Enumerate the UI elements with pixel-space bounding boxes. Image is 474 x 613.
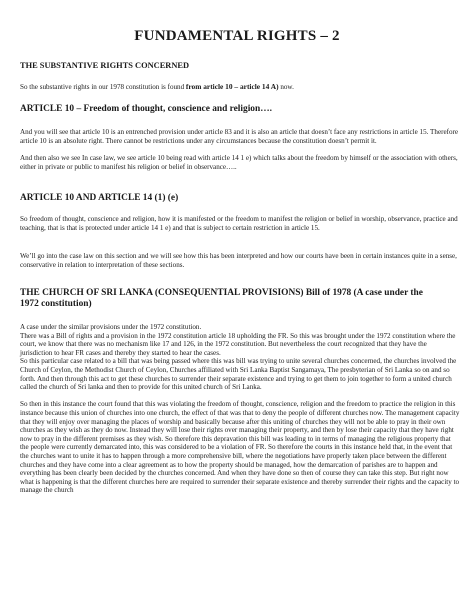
heading-church-of-sri-lanka-case xyxy=(20,288,460,310)
paragraph-article-14-freedom: So freedom of thought, conscience and religion, how it is manifested or the freedom to manifest the religion or belief in worship, observance, practice and teaching, that is that is protected under article 14 1 e) and that is subject to certain restriction in article 15. xyxy=(20,215,458,232)
heading-church-line-2: 1972 constitution) xyxy=(20,299,92,309)
paragraph-court-finding: So then in this instance the court found that this was violating the freedom of thought, conscience, religion and the freedom to practice the religion in this instance because this union of churches into one church, the effect of that was that to deny the people of different churches now. The management capacity that they will enjoy over managing the places of worship and basically because after this uniting of churches they will not be able to pray in their own churches as they wish as they do now. Instead they will lose their rights over managing their property, and then by lose their capacity that they have right now to pray in the different premises as they wish. So therefore this depravation this bill was leading to in terms of managing the religious property that the people were currently demarcated into, this was considered to be a violation of FR. So therefore the courts in this instance held that, in the event that the churches want to unite it has to happen through a more comprehensive bill, where the negotiations have properly taken place between the different churches and they have come into a clear agreement as to how the property should be managed, how the demarcation of parishes are to happen and everything has been clearly been decided by the churches concerned. And when they have done so then of course they can take this step. But right now what is happening is that the different churches here are required to surrender their separate existence and thereby surrender their rights and the capacity to manage the church xyxy=(20,400,460,495)
paragraph-article-10-entrenched: And you will see that article 10 is an entrenched provision under article 83 and it is also an article that doesn’t face any restrictions in article 15. Therefore article 10 is an absolute right. There cannot be restrictions under any circumstances because the constitution doesn’t permit it. xyxy=(20,128,459,145)
intro-text: So the substantive rights in our 1978 constitution is found xyxy=(20,83,186,91)
heading-article-10: ARTICLE 10 – Freedom of thought, conscience and religion…. xyxy=(20,104,272,114)
paragraph-bill-uniting-churches: So this particular case related to a bill that was being passed where this was bill was trying to unite several churches concerned, the churches involved the Church of Ceylon, the Methodist Church of Ceylon, Churches affiliated with Sri Lanka Baptist Sangamaya, The presbyterian of Sri Lanka so on and so forth. And then through this act to get these churches to surrender their separate existence and trying to get them to join together to form a united church called the church of Sri lanka and then to provide for this united church of Sri Lanka. xyxy=(20,357,457,392)
paragraph-similar-provisions: A case under the similar provisions under the 1972 constitution. xyxy=(20,323,202,331)
paragraph-bill-of-rights: There was a Bill of rights and a provision in the 1972 constitution article 18 upholding the FR. So this was brought under the 1972 constitution where the court, we know that there was no mechanism like 17 and 126, in the 1972 constitution. But nevertheless the court recognized that they have the jurisdiction to hear FR cases and thereby they started to hear the cases. xyxy=(20,331,456,357)
heading-substantive-rights: THE SUBSTANTIVE RIGHTS CONCERNED xyxy=(20,61,190,70)
page-title: FUNDAMENTAL RIGHTS – 2 xyxy=(134,28,340,44)
paragraph-substantive-intro xyxy=(20,83,460,92)
paragraph-article-10-case-law: And then also we see In case law, we see article 10 being read with article 14 1 e) which talks about the freedom by himself or the association with others, either in private or public to manifest his religion or belief in observance….. xyxy=(20,154,458,171)
paragraph-case-law-intro: We’ll go into the case law on this section and we will see how this has been interpreted and how our courts have been in certain instances quite in a sense, conservative in relation to interpretation of these sections. xyxy=(20,252,457,269)
intro-bold-text: from article 10 – article 14 A) xyxy=(185,82,279,91)
heading-church-line-1: THE CHURCH OF SRI LANKA (CONSEQUENTIAL PROVISIONS) Bill of 1978 (A case under the xyxy=(20,288,423,298)
heading-article-10-and-14: ARTICLE 10 AND ARTICLE 14 (1) (e) xyxy=(20,193,179,203)
intro-end-text: now. xyxy=(278,83,294,91)
